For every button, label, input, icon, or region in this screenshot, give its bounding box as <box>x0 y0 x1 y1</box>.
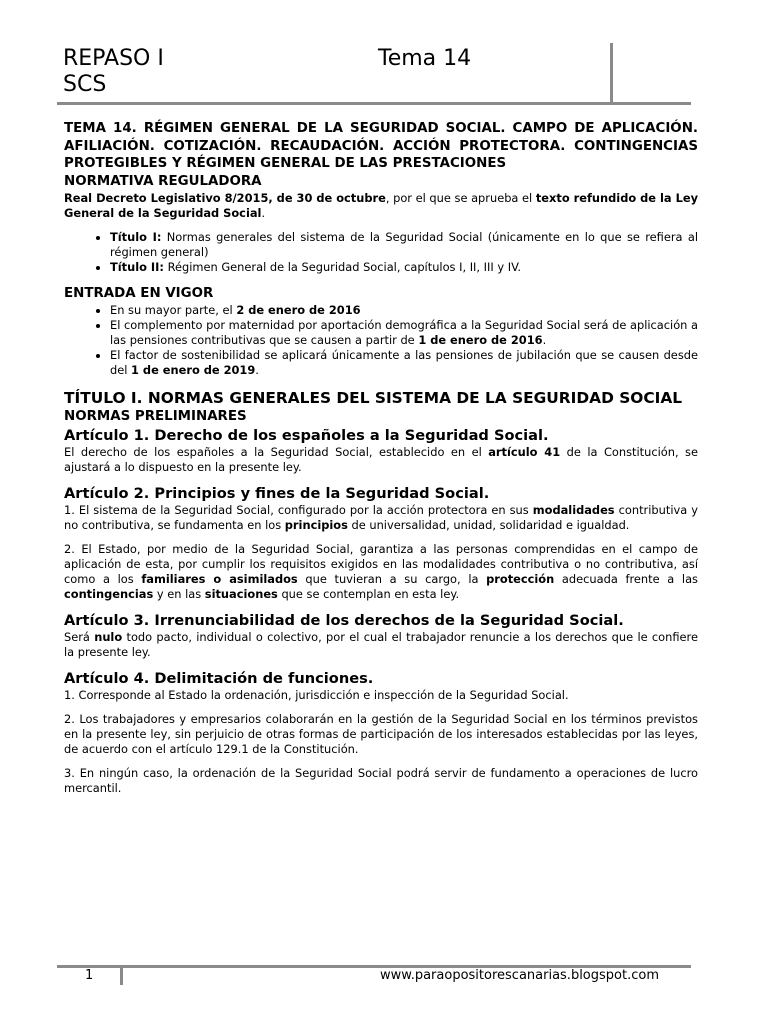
paragraph-text: que se contemplan en esta ley. <box>277 586 460 601</box>
paragraph-text: El derecho de los españoles a la Seguridad Social, establecido en el <box>64 444 489 459</box>
heading-articulo-4: Artículo 4. Delimitación de funciones. <box>64 669 374 687</box>
list-item <box>110 318 698 348</box>
normativa-bold-decreto: Real Decreto Legislativo 8/2015, de 30 de octubre <box>64 190 386 205</box>
list-item-text: El factor de sostenibilidad se aplicará únicamente a las pensiones de jubilación que se causen desde del <box>110 347 698 377</box>
paragraph-text: de universalidad, unidad, solidaridad e igualdad. <box>347 517 630 532</box>
header-tema: Tema 14 <box>378 46 472 71</box>
document-title: TEMA 14. RÉGIMEN GENERAL DE LA SEGURIDAD SOCIAL. CAMPO DE APLICACIÓN. AFILIACIÓN. COTIZACIÓN. RECAUDACIÓN. ACCIÓN PROTECTORA. CONTINGENCIAS PROTEGIBLES Y RÉGIMEN GENERAL DE LAS PRESTACIONES <box>64 121 698 171</box>
normativa-list <box>64 230 698 275</box>
heading-normativa: NORMATIVA REGULADORA <box>64 173 262 189</box>
paragraph-text: adecuada frente a las <box>554 571 698 586</box>
list-item-label: Título II: <box>110 259 164 274</box>
articulo-2-paragraph-2 <box>64 542 698 602</box>
list-item-bold-date: 2 de enero de 2016 <box>236 302 361 317</box>
articulo-4-paragraph-1: 1. Corresponde al Estado la ordenación, jurisdicción e inspección de la Seguridad Social. <box>64 687 569 702</box>
paragraph-bold: modalidades <box>532 502 615 517</box>
paragraph-bold: nulo <box>94 629 123 644</box>
heading-normas-preliminares: NORMAS PRELIMINARES <box>64 408 247 424</box>
heading-articulo-2: Artículo 2. Principios y fines de la Seguridad Social. <box>64 484 490 502</box>
paragraph-bold: protección <box>486 571 555 586</box>
normativa-paragraph <box>64 191 698 221</box>
articulo-4-paragraph-2: 2. Los trabajadores y empresarios colaborarán en la gestión de la Seguridad Social en los términos previstos en la presente ley, sin perjuicio de otras formas de participación de los interesados establecidas por las leyes, de acuerdo con el artículo 129.1 de la Constitución. <box>64 711 698 756</box>
list-item-text: Régimen General de la Seguridad Social, capítulos I, II, III y IV. <box>163 259 522 274</box>
list-item <box>110 348 698 378</box>
paragraph-bold: familiares o asimilados <box>141 571 298 586</box>
vigor-list <box>64 303 698 378</box>
paragraph-text: contributiva y no contributiva, se fundamenta en los <box>64 502 698 532</box>
heading-entrada-vigor: ENTRADA EN VIGOR <box>64 285 214 301</box>
heading-titulo-1: TÍTULO I. NORMAS GENERALES DEL SISTEMA DE LA SEGURIDAD SOCIAL <box>64 388 683 407</box>
list-item-text: En su mayor parte, el <box>110 302 237 317</box>
footer-url: www.paraopositorescanarias.blogspot.com <box>380 968 659 983</box>
header-vertical-divider <box>610 43 613 103</box>
header-left <box>63 46 164 98</box>
heading-articulo-1: Artículo 1. Derecho de los españoles a la Seguridad Social. <box>64 426 549 444</box>
normativa-text-1: , por el que se aprueba el <box>385 190 536 205</box>
page-footer <box>0 960 768 1000</box>
header-horizontal-divider <box>57 102 691 105</box>
paragraph-text: todo pacto, individual o colectivo, por el cual el trabajador renuncie a los derechos que le confiere la presente ley. <box>64 629 698 659</box>
list-item-label: Título I: <box>110 229 162 244</box>
list-item-bold-date: 1 de enero de 2019 <box>131 362 256 377</box>
list-item <box>110 303 698 318</box>
list-item-text-end: . <box>542 332 547 347</box>
paragraph-bold: artículo 41 <box>488 444 561 459</box>
header-scs: SCS <box>63 72 107 97</box>
articulo-4-paragraph-3: 3. En ningún caso, la ordenación de la Seguridad Social podrá servir de fundamento a operaciones de lucro mercantil. <box>64 765 698 795</box>
header-repaso: REPASO I <box>63 46 164 71</box>
paragraph-text: 2. El Estado, por medio de la Seguridad Social, garantiza a las personas comprendidas en el campo de aplicación de esta, por cumplir los requisitos exigidos en las modalidades contributiva o no contributiva, así como a los <box>64 541 698 586</box>
heading-articulo-3: Artículo 3. Irrenunciabilidad de los derechos de la Seguridad Social. <box>64 611 624 629</box>
articulo-1-paragraph <box>64 445 698 475</box>
page-number: 1 <box>85 968 94 983</box>
paragraph-text: que tuvieran a su cargo, la <box>297 571 487 586</box>
paragraph-text: y en las <box>153 586 205 601</box>
list-item-text: El complemento por maternidad por aportación demográfica a la Seguridad Social será de aplicación a las pensiones contributivas que se causen a partir de <box>110 317 698 347</box>
footer-vertical-divider <box>120 965 123 985</box>
list-item-text: Normas generales del sistema de la Seguridad Social (únicamente en lo que se refiera al régimen general) <box>110 229 698 259</box>
list-item-text-end: . <box>255 362 259 377</box>
list-item <box>110 230 698 260</box>
normativa-text-2: . <box>261 205 266 220</box>
articulo-3-paragraph <box>64 630 698 660</box>
list-item-bold-date: 1 de enero de 2016 <box>418 332 543 347</box>
paragraph-bold: situaciones <box>204 586 278 601</box>
paragraph-bold: principios <box>284 517 348 532</box>
articulo-2-paragraph-1 <box>64 503 698 533</box>
paragraph-text: de la Constitución, se ajustará a lo dispuesto en la presente ley. <box>64 444 699 474</box>
paragraph-bold: contingencias <box>64 586 154 601</box>
page-header <box>0 0 768 110</box>
paragraph-text: Será <box>64 629 95 644</box>
document-body <box>64 120 698 805</box>
normativa-bold-ley: texto refundido de la Ley General de la Seguridad Social <box>64 190 698 220</box>
paragraph-text: 1. El sistema de la Seguridad Social, configurado por la acción protectora en sus <box>64 502 533 517</box>
list-item <box>110 260 698 275</box>
